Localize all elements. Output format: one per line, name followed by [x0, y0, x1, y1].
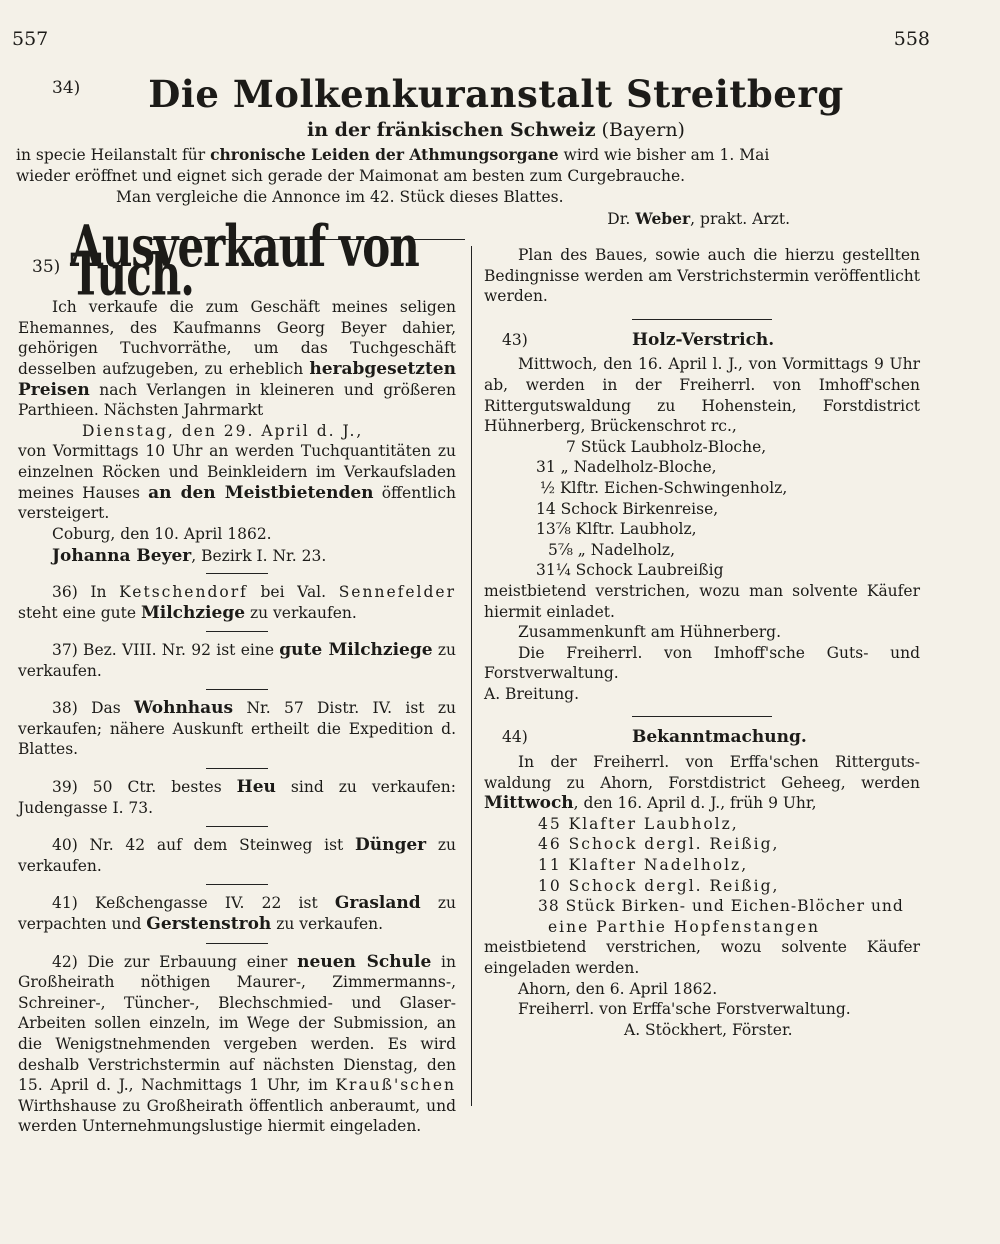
ad-36-bold: Milchziege [140, 602, 246, 623]
ad-35-number: 35) [32, 257, 61, 277]
ad-43-signature: A. Breitung. [484, 684, 580, 703]
ad-41-a: 41) Keßchengasse IV. 22 ist [52, 894, 335, 913]
ad-42-inn: Krauß'schen [335, 1076, 456, 1095]
ad-42-bold: neuen Schule [297, 951, 432, 972]
ad-35-date: Dienstag, den 29. April d. J., [82, 421, 364, 440]
ad-36-c: steht eine gute [18, 603, 141, 622]
ad-37-b: zu verkaufen. [18, 641, 456, 680]
ad-44-place-date: Ahorn, den 6. April 1862. [518, 979, 718, 998]
ad-35-header [18, 213, 456, 308]
ad-35-signature [18, 546, 456, 567]
ad-44-p1-b: , den 16. April d. J., früh 9 Uhr, [573, 794, 817, 813]
divider [206, 573, 268, 574]
ad-43-paragraph-3: Zusammenkunft am Hühnerberg. [518, 623, 782, 642]
ad-41-bold-1: Grasland [334, 893, 421, 914]
ad-43-header [484, 330, 920, 351]
divider [206, 826, 268, 827]
ad-39-bold: Heu [236, 777, 276, 798]
ad-34-body [16, 144, 936, 208]
list-item: 5⅞ „ Nadelholz, [548, 540, 675, 559]
ad-34 [16, 70, 936, 230]
ad-36-place: Ketschendorf [119, 582, 248, 601]
ad-34-line-1-b: wird wie bisher am 1. Mai [558, 146, 770, 164]
ad-35-p1-a: Ich verkaufe die zum Geschäft meines seligen Ehemannes, des Kaufmanns Georg Beyer dahier, gehörigen Tuchvorräthe, um das Tuchgeschäft desselben aufzugeben, zu erheblich [18, 298, 456, 378]
ad-35-place-date: Coburg, den 10. April 1862. [52, 524, 272, 543]
ad-34-line-3: Man vergleiche die Annonce im 42. Stück dieses Blattes. [116, 188, 564, 206]
ad-35-sign-name: Johanna Beyer [52, 546, 192, 567]
list-item: 38 Stück Birken- und Eichen-Blöcher und [538, 897, 904, 916]
ad-39 [18, 777, 456, 818]
list-item: 31¼ Schock Laubreißig [536, 561, 724, 580]
ad-38-a: 38) Das [52, 699, 135, 718]
ad-43-title: Holz-Verstrich. [632, 329, 775, 350]
list-item: ½ Klftr. Eichen-Schwingenholz, [540, 478, 788, 497]
ad-44-list [484, 814, 920, 938]
page-number-right: 558 [893, 28, 930, 50]
ad-44-signature-2: A. Stöckhert, Förster. [624, 1020, 793, 1039]
ad-34-title: Die Molkenkuranstalt Streitberg [148, 72, 844, 116]
ad-34-subtitle-bold: in der fränkischen Schweiz [307, 119, 596, 141]
divider [206, 768, 268, 769]
ad-38 [18, 698, 456, 760]
column-divider [471, 246, 472, 1106]
ad-34-line-1-bold: chronische Leiden der Athmungsorgane [210, 145, 559, 164]
list-item: 11 Klafter Nadelholz, [538, 856, 749, 875]
divider [206, 943, 268, 944]
ad-35-p2-b: öffentlich versteigert. [18, 483, 456, 523]
ad-38-bold: Wohnhaus [134, 698, 234, 719]
divider [632, 319, 772, 320]
ad-34-sign-post: , prakt. Arzt. [690, 210, 790, 228]
ad-35-paragraph-1 [18, 297, 456, 421]
ad-41 [18, 893, 456, 934]
ad-41-b: zu verpachten und [18, 894, 456, 934]
ad-42-paragraph-2: Plan des Baues, sowie auch die hierzu gestellten Bedingnisse werden am Verstrichstermin veröffentlicht werden. [484, 246, 920, 306]
divider [206, 689, 268, 690]
ad-44-paragraph-1 [484, 752, 920, 814]
ad-42 [18, 952, 456, 1137]
ad-44-p1-bold: Mittwoch [484, 793, 574, 814]
ad-40-bold: Dünger [355, 835, 427, 856]
ad-37-a: 37) Bez. VIII. Nr. 92 ist eine [52, 641, 280, 660]
ad-44-title: Bekanntmachung. [632, 727, 807, 748]
divider [206, 631, 268, 632]
ad-34-sign-name: Weber [635, 209, 691, 228]
ad-36-name: Sennefelder [338, 582, 456, 601]
ad-36-d: zu verkaufen. [245, 603, 357, 622]
ad-34-sign-pre: Dr. [607, 210, 636, 228]
ad-44-signature-1: Freiherrl. von Erffa'sche Forstverwaltung. [518, 1000, 851, 1019]
ad-35-paragraph-2 [18, 441, 456, 523]
ad-42-a: 42) Die zur Erbauung einer [52, 952, 298, 971]
ad-38-b: Nr. 57 Distr. IV. ist zu verkaufen; nähere Auskunft ertheilt die Expedition d. Blattes. [18, 699, 456, 759]
ad-35-p1-b: nach Verlangen in kleineren und größeren Parthieen. Nächsten Jahrmarkt [18, 380, 456, 420]
ad-43-list [484, 437, 920, 581]
page-number-left: 557 [12, 28, 49, 50]
ad-44-header [484, 727, 920, 748]
ad-34-number: 34) [52, 78, 81, 98]
ad-43-number: 43) [502, 330, 528, 349]
left-column [18, 213, 456, 1137]
divider [206, 884, 268, 885]
list-item: 7 Stück Laubholz-Bloche, [566, 437, 767, 456]
ad-42-b: in Großheirath nöthigen Maurer-, Zimmermanns-, Schreiner-, Tüncher-, Blechschmied- und Glaser-Arbeiten sollen einzeln, im Wege der Submission, an die Wenigstnehmenden vergeben werden. Es wird deshalb Verstrichstermin auf nächsten Dienstag, den 15. April d. J., Nachmittags 1 Uhr, im [18, 952, 456, 1095]
list-item: 45 Klafter Laubholz, [538, 814, 739, 833]
ad-34-line-1-a: in specie Heilanstalt für [16, 146, 211, 164]
ad-36 [18, 582, 456, 623]
list-item: eine Parthie Hopfenstangen [548, 917, 821, 936]
ad-34-subtitle-rest: (Bayern) [595, 119, 685, 141]
list-item: 14 Schock Birkenreise, [536, 499, 719, 518]
list-item: 31 „ Nadelholz-Bloche, [536, 458, 717, 477]
ad-36-a: 36) In [52, 582, 120, 601]
ad-44-number: 44) [502, 728, 528, 747]
ad-37-bold: gute Milchziege [279, 640, 433, 661]
ad-35-p2-a: von Vormittags 10 Uhr an werden Tuchquantitäten zu einzelnen Röcken und Beinkleidern im Verkaufsladen meines Hauses [18, 442, 456, 502]
ad-40-b: zu verkaufen. [18, 836, 456, 875]
ad-40 [18, 835, 456, 876]
ad-42-c: Wirthshause zu Großheirath öffentlich anberaumt, und werden Unternehmungslustige hiermit eingeladen. [18, 1096, 456, 1136]
ad-35-p1-bold: herabgesetzten Preisen [18, 358, 456, 400]
ad-34-subtitle [16, 118, 936, 142]
ad-41-c: zu verkaufen. [271, 915, 384, 934]
ad-35-p2-bold: an den Meistbietenden [148, 482, 374, 503]
ad-40-a: 40) Nr. 42 auf dem Steinweg ist [52, 836, 355, 855]
ad-44-p1-a: In der Freiherrl. von Erffa'schen Ritterguts-waldung zu Ahorn, Forstdistrict Geheeg, werden [484, 753, 920, 792]
ad-34-line-2: wieder eröffnet und eignet sich gerade der Maimonat am besten zum Curgebrauche. [16, 167, 686, 185]
ad-36-b: bei Val. [247, 582, 339, 601]
ad-34-line-1 [16, 144, 936, 166]
ad-43-paragraph-1: Mittwoch, den 16. April l. J., von Vormittags 9 Uhr ab, werden in der Freiherrl. von Imhoff'schen Rittergutswaldung zu Hohenstein, Forstdistrict Hühnerberg, Brückenschrot rc., [484, 355, 920, 436]
ad-44-paragraph-2: meistbietend verstrichen, wozu solvente Käufer eingeladen werden. [484, 938, 920, 977]
list-item: 10 Schock dergl. Reißig, [538, 876, 780, 895]
ad-37 [18, 640, 456, 681]
list-item: 46 Schock dergl. Reißig, [538, 835, 780, 854]
right-column [484, 245, 920, 1040]
ad-39-b: sind zu verkaufen: Judengasse I. 73. [18, 778, 456, 817]
list-item: 13⅞ Klftr. Laubholz, [536, 520, 697, 539]
ad-35-title: Ausverkauf von Tuch. [70, 213, 419, 308]
ad-35-sign-rest: , Bezirk I. Nr. 23. [191, 547, 327, 566]
ad-43-paragraph-2: meistbietend verstrichen, wozu man solvente Käufer hiermit einladet. [484, 581, 920, 621]
ad-39-a: 39) 50 Ctr. bestes [52, 778, 237, 797]
divider [632, 716, 772, 717]
ad-41-bold-2: Gerstenstroh [146, 914, 272, 935]
ad-43-paragraph-4: Die Freiherrl. von Imhoff'sche Guts- und Forstverwaltung. [484, 643, 920, 683]
